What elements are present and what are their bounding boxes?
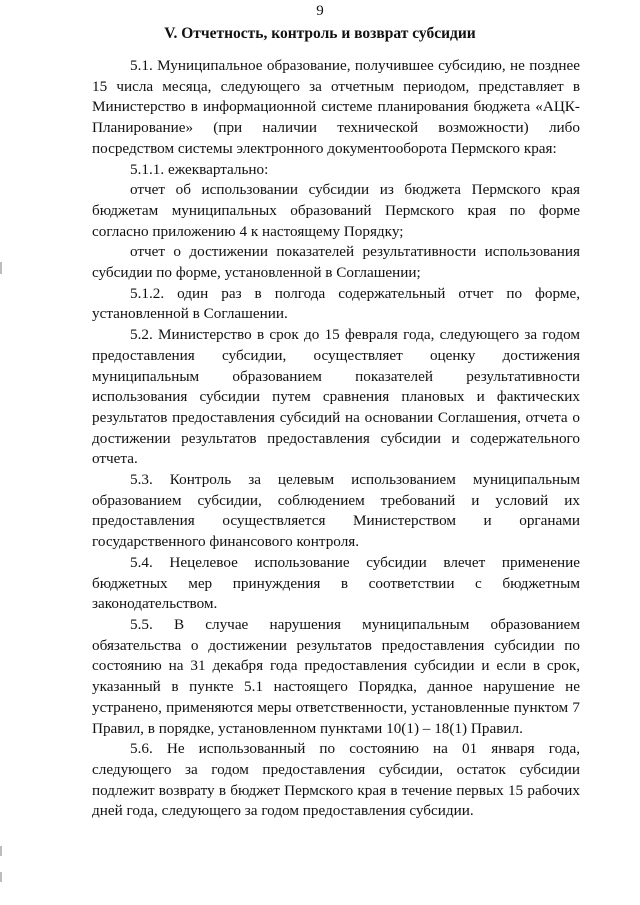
section-heading: V. Отчетность, контроль и возврат субсидии [164, 25, 476, 42]
scan-edge-mark [0, 262, 2, 274]
paragraph-5-1-1-report-usage: отчет об использовании субсидии из бюджета Пермского края бюджетам муниципальных образований Пермского края по форме согласно приложению 4 к настоящему Порядку; [92, 181, 580, 240]
paragraph-5-6: 5.6. Не использованный по состоянию на 01 января года, следующего за годом предоставления субсидии, остаток субсидии подлежит возврату в бюджет Пермского края в течение первых 15 рабочих дней года, следующего за годом предоставления субсидии. [92, 740, 580, 820]
document-body [92, 56, 580, 822]
paragraph-5-4: 5.4. Нецелевое использование субсидии влечет применение бюджетных мер принуждения в соответствии с бюджетным законодательством. [92, 553, 580, 613]
paragraph-5-3: 5.3. Контроль за целевым использованием муниципальным образованием субсидии, соблюдением требований и условий их предоставления осуществляется Министерством и органами государственного финансового контроля. [92, 471, 580, 551]
paragraph-5-1: 5.1. Муниципальное образование, получившее субсидию, не позднее 15 числа месяца, следующего за отчетным периодом, представляет в Министерство в информационной системе планирования бюджета «АЦК-Планирование» (при наличии технической возможности) либо посредством системы электронного документооборота Пермского края: [92, 57, 580, 157]
paragraph-5-1-1-report-indicators: отчет о достижении показателей результативности использования субсидии по форме, установленной в Соглашении; [92, 243, 580, 282]
scan-edge-mark [0, 846, 2, 856]
paragraph-5-1-1: 5.1.1. ежеквартально: [130, 160, 269, 178]
paragraph-5-5: 5.5. В случае нарушения муниципальным образованием обязательства о достижении результатов предоставления субсидии по состоянию на 31 декабря года предоставления субсидии и если в срок, указанный в пункте 5.1 настоящего Порядка, данное нарушение не устранено, применяются меры ответственности, установленные пунктом 7 Правил, в порядке, установленном пунктами 10(1) – 18(1) Правил. [92, 615, 580, 737]
scan-edge-mark [0, 872, 2, 882]
paragraph-5-1-2: 5.1.2. один раз в полгода содержательный отчет по форме, установленной в Соглашении. [92, 284, 580, 323]
page-number: 9 [316, 3, 324, 19]
paragraph-5-2: 5.2. Министерство в срок до 15 февраля года, следующего за годом предоставления субсидии, осуществляет оценку достижения муниципальным образованием показателей результативности использования субсидии путем сравнения плановых и фактических результатов предоставления субсидий на основании Соглашения, отчета о достижении результатов предоставления субсидии и содержательного отчета. [92, 326, 580, 468]
